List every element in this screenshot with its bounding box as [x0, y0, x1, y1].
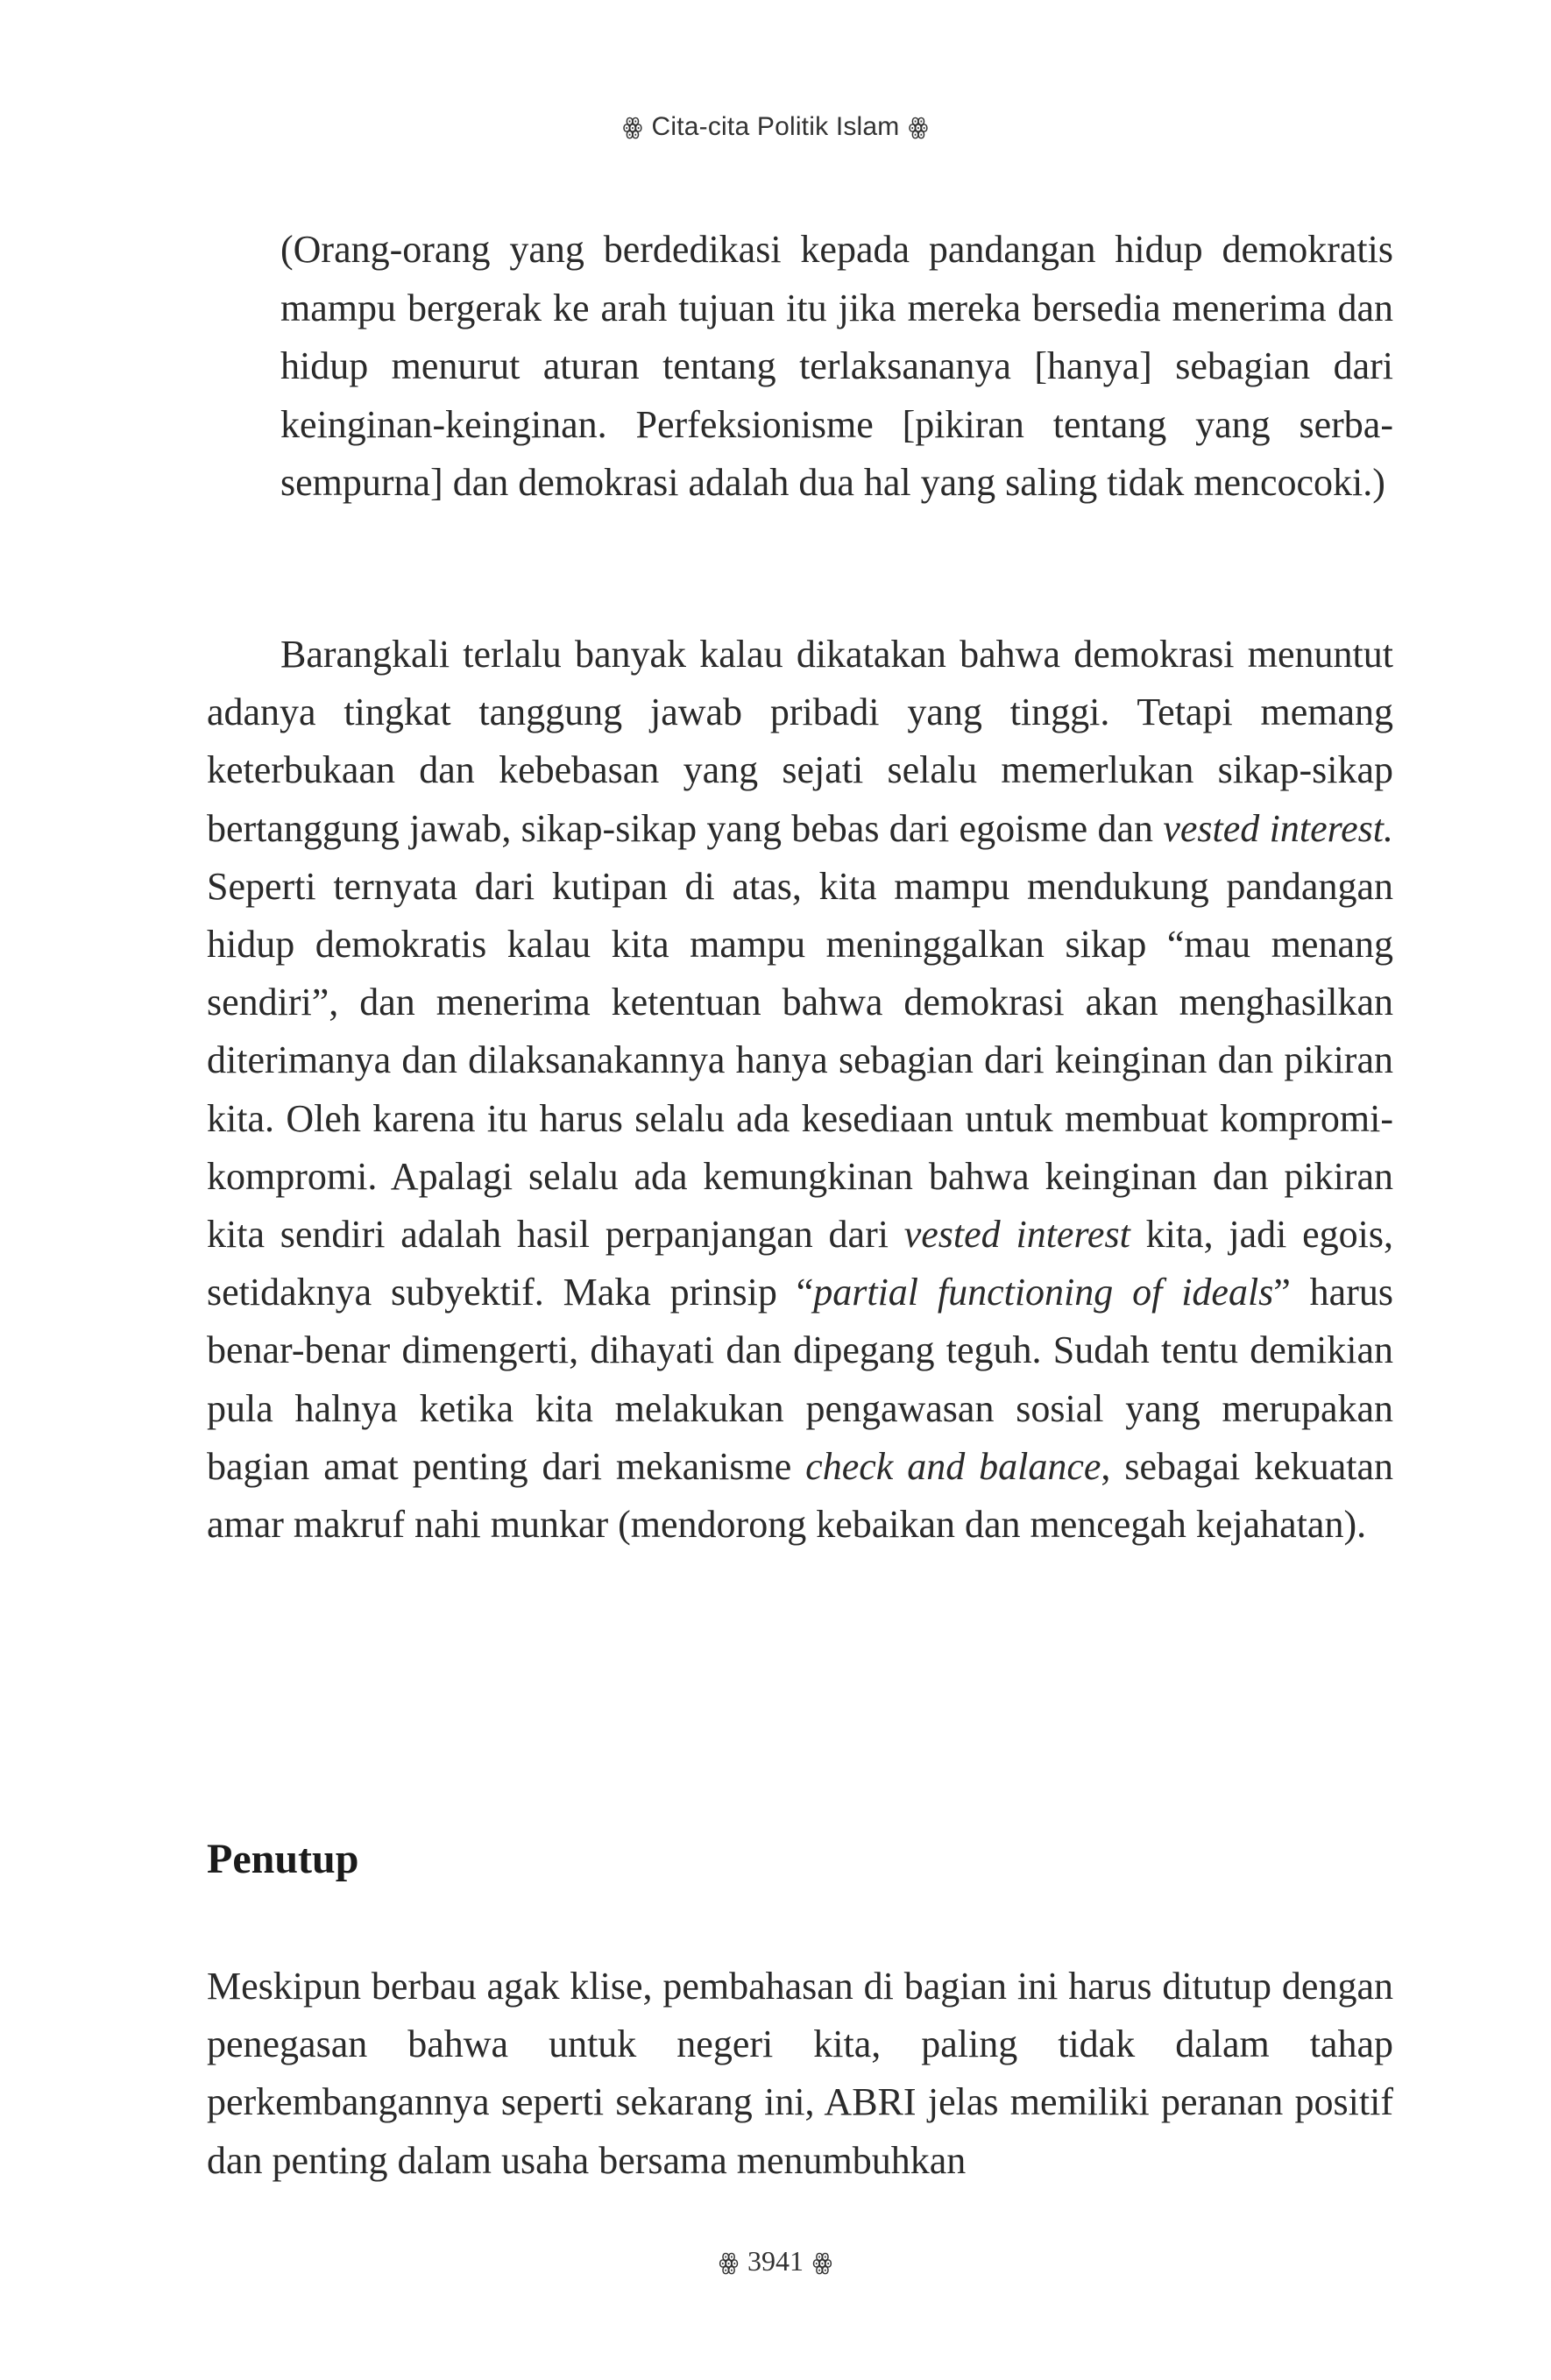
- running-head: [0, 112, 1551, 142]
- ornament-left-icon: ꙮ: [622, 114, 643, 140]
- paragraph-text: ” harus benar-benar dimengerti, dihayati dan dipegang teguh. Sudah tentu demikian pula halnya ketika kita melakukan pengawasan sosial yang merupakan bagian amat penting dari mekanisme: [207, 1271, 1393, 1488]
- paragraph-text: , sebagai kekuatan amar makruf nahi munkar (mendorong kebaikan dan mencegah kejahatan).: [207, 1444, 1394, 1547]
- ornament-left-icon: ꙮ: [719, 2249, 739, 2276]
- running-head-title: Cita-cita Politik Islam: [651, 112, 900, 141]
- ornament-right-icon: ꙮ: [908, 114, 929, 140]
- section-heading: Penutup: [207, 1836, 359, 1882]
- italic-term: partial functioning of ideals: [813, 1271, 1274, 1314]
- italic-term: vested interest.: [1163, 806, 1393, 850]
- page-footer: [0, 2245, 1551, 2277]
- paragraph-text: Seperti ternyata dari kutipan di atas, kita mampu mendukung pandangan hidup demokratis kalau kita mampu meninggalkan sikap “mau menang sendiri”, dan menerima ketentuan bahwa demokrasi akan menghasilkan diterimanya dan dilaksanakannya hanya sebagian dari keinginan dan pikiran kita. Oleh karena itu harus selalu ada kesediaan untuk membuat kompromi-kompromi. Apalagi selalu ada kemungkinan bahwa keinginan dan pikiran kita sendiri adalah hasil perpanjangan dari: [207, 864, 1393, 1257]
- italic-term: check and balance: [805, 1444, 1101, 1488]
- block-quote: (Orang-orang yang berdedikasi kepada pandangan hidup demokratis mampu bergerak ke arah tujuan itu jika mereka bersedia menerima dan hidup menurut aturan tentang terlaksananya [hanya] sebagian dari keinginan-keinginan. Perfeksionisme [pikiran tentang yang serba-sempurna] dan demokrasi adalah dua hal yang saling tidak mencocoki.): [280, 228, 1393, 504]
- paragraph-text: Barangkali terlalu banyak kalau dikatakan bahwa demokrasi menuntut adanya tingkat tanggung jawab pribadi yang tinggi. Tetapi memang keterbukaan dan kebebasan yang sejati selalu memerlukan sikap-sikap bertanggung jawab, sikap-sikap yang bebas dari egoisme dan: [207, 633, 1393, 850]
- body-paragraph-1: [207, 626, 1393, 1554]
- italic-term: vested interest: [903, 1213, 1130, 1257]
- ornament-right-icon: ꙮ: [812, 2249, 832, 2276]
- paragraph-text: kita, jadi egois, setidaknya subyektif. Maka prinsip “: [207, 1213, 1394, 1314]
- page-number: 3941: [747, 2245, 804, 2277]
- body-paragraph-2: Meskipun berbau agak klise, pembahasan di bagian ini harus ditutup dengan penegasan bahwa untuk negeri kita, paling tidak dalam tahap perkembangannya seperti sekarang ini, ABRI jelas memiliki peranan positif dan penting dalam usaha bersama menumbuhkan: [207, 1965, 1393, 2182]
